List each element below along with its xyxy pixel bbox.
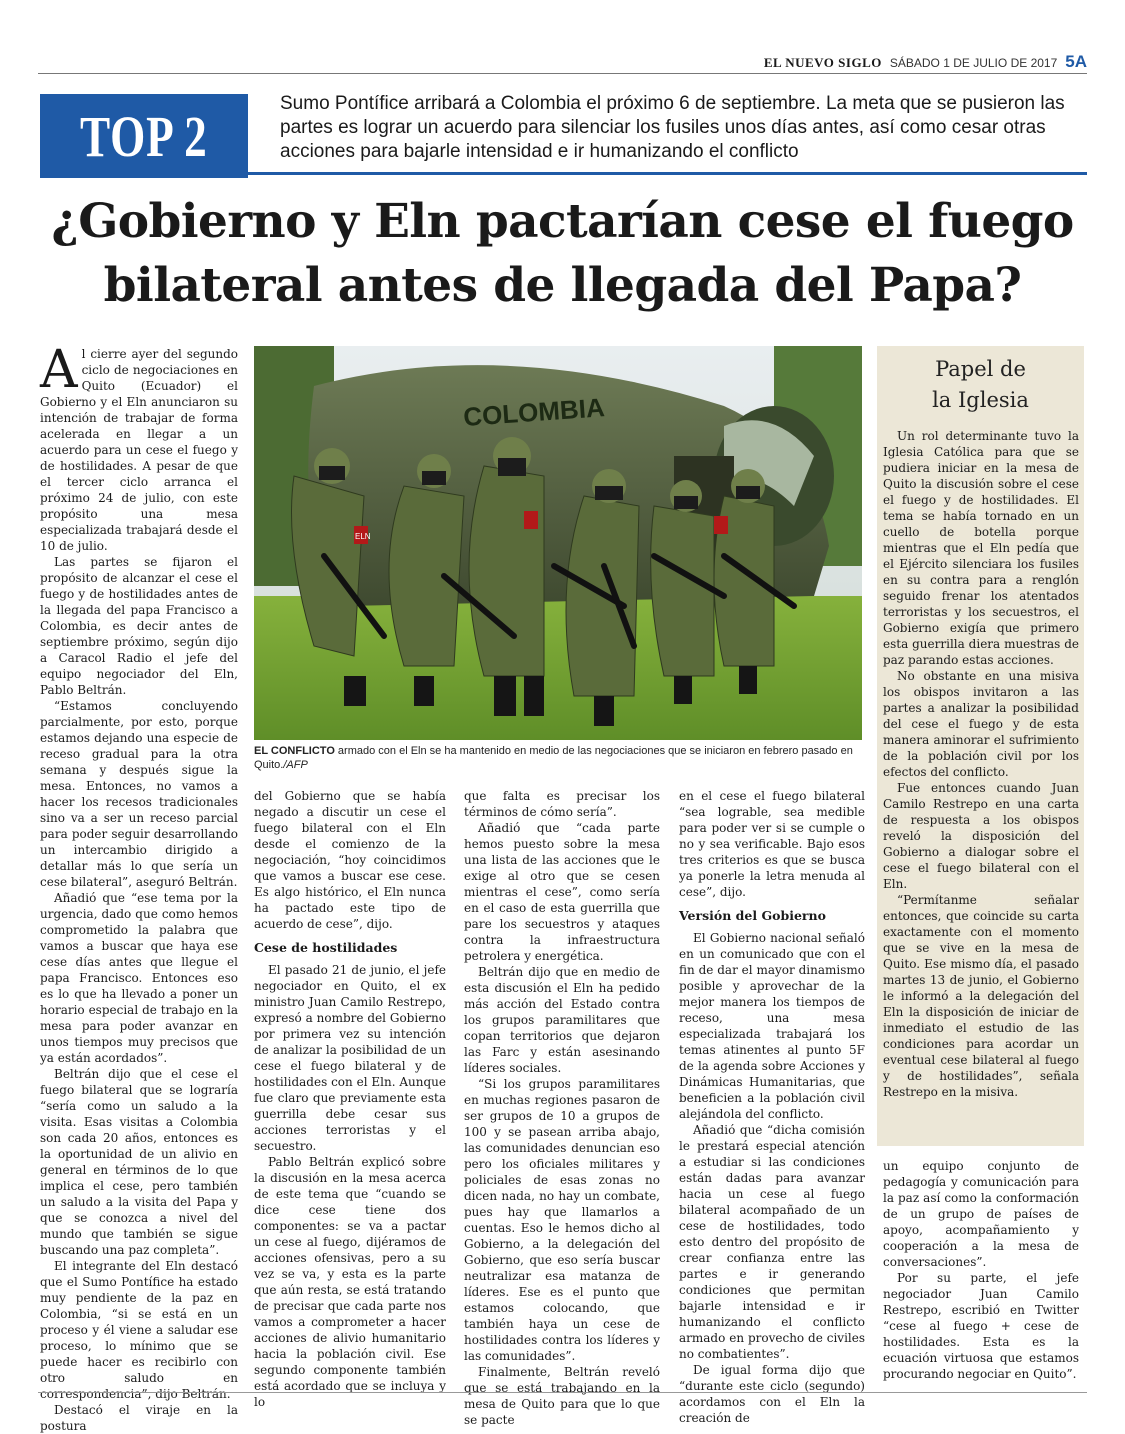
page-number: 5A (1065, 52, 1087, 71)
armband-label: ELN (355, 532, 371, 541)
subheading: Versión del Gobierno (679, 908, 826, 923)
sidebar-text (883, 428, 1079, 1100)
paragraph: “Estamos concluyendo parcialmente, por esto, porque estamos dejando una especie de receso gradual para la otra semana y después sigue la mesa. Entonces, no vamos a hacer los recesos tradicionales sino va a ser un receso parcial para poder seguir desarrollando un intercambio dirigido a detallar más lo que sería un cese bilateral”, aseguró Beltrán. (40, 699, 238, 889)
paragraph: Destacó el viraje en la postura (40, 1403, 238, 1433)
paragraph: Beltrán dijo que el cese el fuego bilateral que se lograría “sería como un saludo a la visita. Esas visitas a Colombia son cada 20 años, entonces es la oportunidad de un alivio en general en términos de lo que implica el cese, pero también un saludo a la visita del Papa y que se conozca a nivel del mundo que también se sigue buscando una paz completa”. (40, 1067, 238, 1257)
subheading: Cese de hostilidades (254, 940, 398, 955)
article-column-2 (254, 788, 446, 1410)
paragraph: El pasado 21 de junio, el jefe negociador en Quito, el ex ministro Juan Camilo Restrepo, expresó a nombre del Gobierno por primera vez su intención de analizar la posibilidad de un cese el fuego bilateral y de hostilidades con el Eln. Aunque fue claro que previamente esta guerrilla debe cesar sus acciones terroristas y el secuestro. (254, 963, 446, 1153)
top-divider (38, 73, 1087, 74)
article-column-4 (679, 788, 865, 1426)
paragraph: “Si los grupos paramilitares en muchas regiones pasaron de ser grupos de 10 a grupos de 100 y se pasean arriba abajo, las comunidades denuncian eso pero los oficiales militares y policiales de esas zonas no dicen nada, no hay un combate, pues hay que llamarlos a cuentas. Eso le hemos dicho al Gobierno, a la delegación del Gobierno, que eso sería buscar neutralizar esa matanza de líderes. Ese es el punto que estamos colocando, que también haya un cese de hostilidades contra los líderes y las comunidades”. (464, 1077, 660, 1363)
article-column-1 (40, 340, 238, 1434)
paragraph: en el cese el fuego bilateral “sea lograble, sea medible para poder ver si se cumple o no y sea verificable. Bajo esos tres criterios es que se busca ya ponerle la letra menuda al cese”, dijo. (679, 789, 865, 899)
section-badge-label: TOP 2 (80, 103, 208, 169)
paragraph: Pablo Beltrán explicó sobre la discusión en la mesa acerca de este tema que “cuando se dice cese tiene dos componentes: se va a pactar un cese al fuego, dijéramos de acciones ofensivas, pero a su vez se va, y esta es la parte que aún resta, se está tratando de precisar que cada parte nos vamos a comprometer a hacer acciones de alivio humanitario hacia la población civil. Ese segundo componente también está acordado que se incluya y lo (254, 1155, 446, 1409)
paragraph: Por su parte, el jefe negociador Juan Camilo Restrepo, escribió en Twitter “cese al fuego + cese de hostilidades. Esta es la ecuación virtuosa que estamos procurando negociar en Quito”. (883, 1271, 1079, 1381)
headline-line-2: bilateral antes de llegada del Papa? (103, 258, 1022, 313)
news-photo (254, 346, 862, 740)
paragraph: “Permítanme señalar entonces, que coincide su carta exactamente con el momento que se vive en la mesa de Quito. Ese mismo día, el pasado martes 13 de junio, el Gobierno le informó a la delegación del Eln la disposición de iniciar de inmediato el estudio de las condiciones para acordar un eventual cese bilateral al fuego y de hostilidades”, señala Restrepo en la misiva. (883, 893, 1079, 1099)
headline-line-1: ¿Gobierno y Eln pactarían cese el fuego (51, 194, 1074, 249)
paragraph: De igual forma dijo que “durante este ciclo (segundo) acordamos con el Eln la creación de (679, 1363, 865, 1425)
soldiers-helicopter-photo (254, 346, 862, 740)
masthead (764, 52, 1087, 72)
paragraph: Añadió que “dicha comisión le prestará especial atención a estudiar si las condiciones están dadas para avanzar hacia un cese al fuego bilateral acompañado de un cese de hostilidades, todo esto dentro del propósito de crear confianza entre las partes e ir generando condiciones que permitan bajarle intensidad e ir humanizando el conflicto armado en provecho de civiles no combatientes”. (679, 1123, 865, 1361)
paragraph: Añadió que “ese tema por la urgencia, dado que como hemos comprometido la palabra que vamos a buscar que haya ese cese días antes que llegue el papa Francisco. Entonces eso es lo que ha llevado a poner un horario especial de trabajo en la mesa para poder avanzar en unos tiempos muy precisos que ya están acordados”. (40, 891, 238, 1065)
caption-credit: /AFP (283, 759, 308, 771)
paragraph: Las partes se fijaron el propósito de alcanzar el cese el fuego y de hostilidades antes de la llegada del papa Francisco a Colombia, es decir antes de septiembre próximo, según dijo a Caracol Radio el jefe del equipo negociador del Eln, Pablo Beltrán. (40, 555, 238, 697)
helicopter-text: COLOMBIA (462, 392, 606, 432)
sidebar-title: Papel de la Iglesia (932, 357, 1029, 412)
caption-lead: EL CONFLICTO (254, 745, 335, 757)
article-column-3 (464, 788, 660, 1428)
blue-divider (248, 172, 1087, 175)
bottom-divider (38, 1392, 1087, 1393)
paragraph: El Gobierno nacional señaló en un comunicado que con el fin de dar el mayor dinamismo posible y aprovechar de la mejor manera los tiempos de receso, una mesa especializada trabajará los temas atinentes al punto 5F de la agenda sobre Acciones y Dinámicas Humanitarias, que beneficien a la población civil alejándola del conflicto. (679, 931, 865, 1121)
paragraph: Beltrán dijo que en medio de esta discusión el Eln ha pedido más acción del Estado contra los grupos paramilitares que copan territorios que dejaron las Farc y están asesinando líderes sociales. (464, 965, 660, 1075)
paragraph: Un rol determinante tuvo la Iglesia Católica para que se pudiera iniciar en la mesa de Quito la discusión sobre el cese el fuego y de hostilidades. El tema se había tornado en un cuello de botella porque mientras que el Eln pedía que el Ejército silenciara los fusiles en su contra para a renglón seguido frenar los atentados terroristas y los secuestros, el Gobierno exigía que primero esta guerrilla diera muestras de paz parando estas acciones. (883, 429, 1079, 667)
paragraph: l cierre ayer del segundo ciclo de negociaciones en Quito (Ecuador) el Gobierno y el Eln anunciaron su intención de trabajar de forma acelerada en llegar a un acuerdo para un cese el fuego y de hostilidades. A pesar de que el tercer ciclo arranca el próximo 24 de julio, con este propósito una mesa especializada trabajará desde el 10 de julio. (40, 347, 238, 553)
teaser: Sumo Pontífice arribará a Colombia el próximo 6 de septiembre. La meta que se pusieron las partes es lograr un acuerdo para silenciar los fusiles unos días antes, así como cesar otras acciones para bajarle intensidad e ir humanizando el conflicto (280, 93, 1065, 162)
photo-caption (254, 744, 862, 772)
paragraph: El integrante del Eln destacó que el Sumo Pontífice ha estado muy pendiente de la paz en Colombia, “si se está en un proceso y él viene a saludar ese proceso, lo mínimo que se puede hacer es recibirlo con otro saludo en correspondencia”, dijo Beltrán. (40, 1259, 238, 1401)
drop-cap: A (40, 340, 78, 400)
paragraph: No obstante en una misiva los obispos invitaron a las partes a analizar la posibilidad del cese el fuego y de esta manera aminorar el sufrimiento de la población civil por los efectos del conflicto. (883, 669, 1079, 779)
paragraph: Finalmente, Beltrán reveló que se está trabajando en la mesa de Quito para que lo que se pacte (464, 1365, 660, 1427)
publication-date: SÁBADO 1 DE JULIO DE 2017 (889, 56, 1058, 70)
paragraph: Fue entonces cuando Juan Camilo Restrepo en una carta de respuesta a los obispos reveló la disposición del Gobierno a dialogar sobre el cese el fuego bilateral con el Eln. (883, 781, 1079, 891)
caption-text: armado con el Eln se ha mantenido en medio de las negociaciones que se iniciaron en febrero pasado en Quito. (254, 745, 853, 771)
paragraph: del Gobierno que se había negado a discutir un cese el fuego bilateral con el Eln desde el comienzo de la negociación, “hoy coincidimos que vamos a buscar ese cese. Es algo histórico, el Eln nunca ha pactado este tipo de acuerdo de cese”, dijo. (254, 789, 446, 931)
headline (38, 190, 1087, 318)
paragraph: un equipo conjunto de pedagogía y comunicación para la paz así como la conformación de un grupo de países de apoyo, acompañamiento y cooperación a la mesa de conversaciones”. (883, 1159, 1079, 1269)
article-column-5 (883, 1158, 1079, 1382)
paragraph: que falta es precisar los términos de cómo sería”. (464, 789, 660, 819)
paragraph: Añadió que “cada parte hemos puesto sobre la mesa una lista de las acciones que le exige al otro que se cesen mientras el cese”, como sería en el caso de esta guerrilla que pare los secuestros y ataques contra la infraestructura petrolera y energética. (464, 821, 660, 963)
section-badge (40, 94, 248, 178)
publication-name: EL NUEVO SIGLO (763, 55, 882, 70)
